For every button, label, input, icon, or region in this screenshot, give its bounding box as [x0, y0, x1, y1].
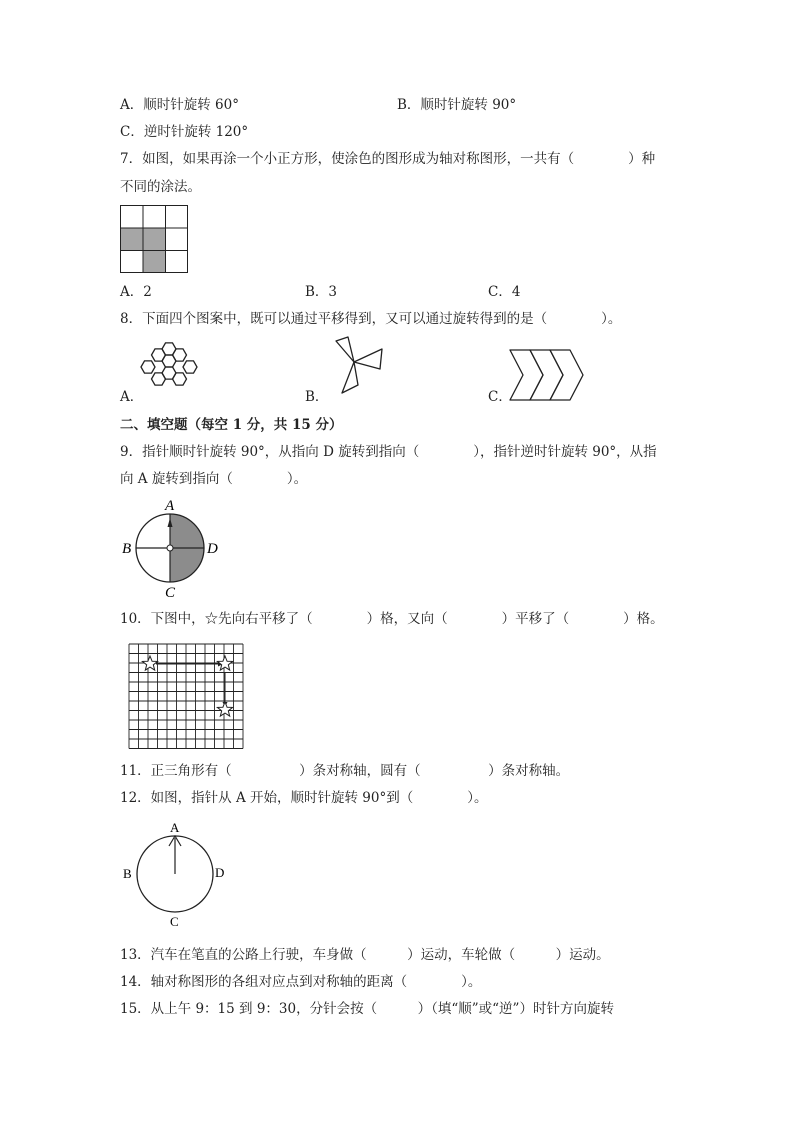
- q12-label-c: C: [170, 914, 179, 929]
- q7-text-line1: 7．如图，如果再涂一个小正方形，使涂色的图形成为轴对称图形，一共有（ ）种: [120, 151, 656, 167]
- q8-text: 8．下面四个图案中，既可以通过平移得到，又可以通过旋转得到的是（ ）。: [120, 311, 622, 327]
- q10-star-end-icon: [217, 702, 232, 716]
- q10-star-middle-icon: [217, 656, 232, 670]
- q12-label-d: D: [215, 865, 225, 880]
- q7-option-a: A．2: [120, 284, 152, 300]
- q10-grid-figure: [128, 643, 248, 749]
- q12-label-b: B: [123, 866, 132, 881]
- q9-label-c: C: [165, 585, 176, 601]
- q7-text-line2: 不同的涂法。: [120, 179, 201, 195]
- q12-text: 12．如图，指针从 A 开始，顺时针旋转 90°到（ ）。: [120, 790, 488, 806]
- q12-label-a: A: [170, 820, 180, 835]
- q7-grid-figure: [120, 205, 188, 273]
- q13-text: 13．汽车在笔直的公路上行驶，车身做（ ）运动，车轮做（ ）运动。: [120, 947, 610, 963]
- q7-option-c: C．4: [488, 284, 521, 300]
- q9-text-line1: 9．指针顺时针旋转 90°，从指向 D 旋转到指向（ ），指针逆时针旋转 90°，从指: [120, 444, 657, 460]
- q11-text: 11．正三角形有（ ）条对称轴，圆有（ ）条对称轴。: [120, 763, 570, 779]
- q9-dial-figure: [120, 496, 230, 600]
- q8-option-b-label: B．: [305, 389, 329, 405]
- q7-option-b: B．3: [305, 284, 338, 300]
- q8-pinwheel-pattern: [330, 335, 385, 397]
- q10-star-start-icon: [142, 656, 157, 670]
- q12-clock-figure: [120, 818, 232, 932]
- q14-text: 14．轴对称图形的各组对应点到对称轴的距离（ ）。: [120, 974, 482, 990]
- q9-label-a: A: [165, 498, 175, 514]
- q15-text: 15．从上午 9：15 到 9：30，分针会按（ ）（填“顺”或“逆”）时针方向旋转: [120, 1001, 614, 1017]
- q6-option-c: C．逆时针旋转 120°: [120, 124, 249, 140]
- q9-text-line2: 向 A 旋转到指向（ ）。: [120, 471, 308, 487]
- q6-option-a: A．顺时针旋转 60°: [120, 97, 239, 113]
- q10-text: 10．下图中，☆先向右平移了（ ）格，又向（ ）平移了（ ）格。: [120, 611, 664, 627]
- q8-option-c-label: C．: [488, 389, 512, 405]
- q9-label-d: D: [207, 541, 218, 557]
- section-2-heading: 二、填空题（每空 1 分，共 15 分）: [120, 417, 343, 433]
- q6-option-b: B．顺时针旋转 90°: [397, 97, 517, 113]
- q8-hexagon-pattern: [140, 340, 198, 392]
- q8-chevron-pattern: [508, 348, 586, 402]
- q8-option-a-label: A．: [120, 389, 144, 405]
- q9-label-b: B: [122, 541, 132, 557]
